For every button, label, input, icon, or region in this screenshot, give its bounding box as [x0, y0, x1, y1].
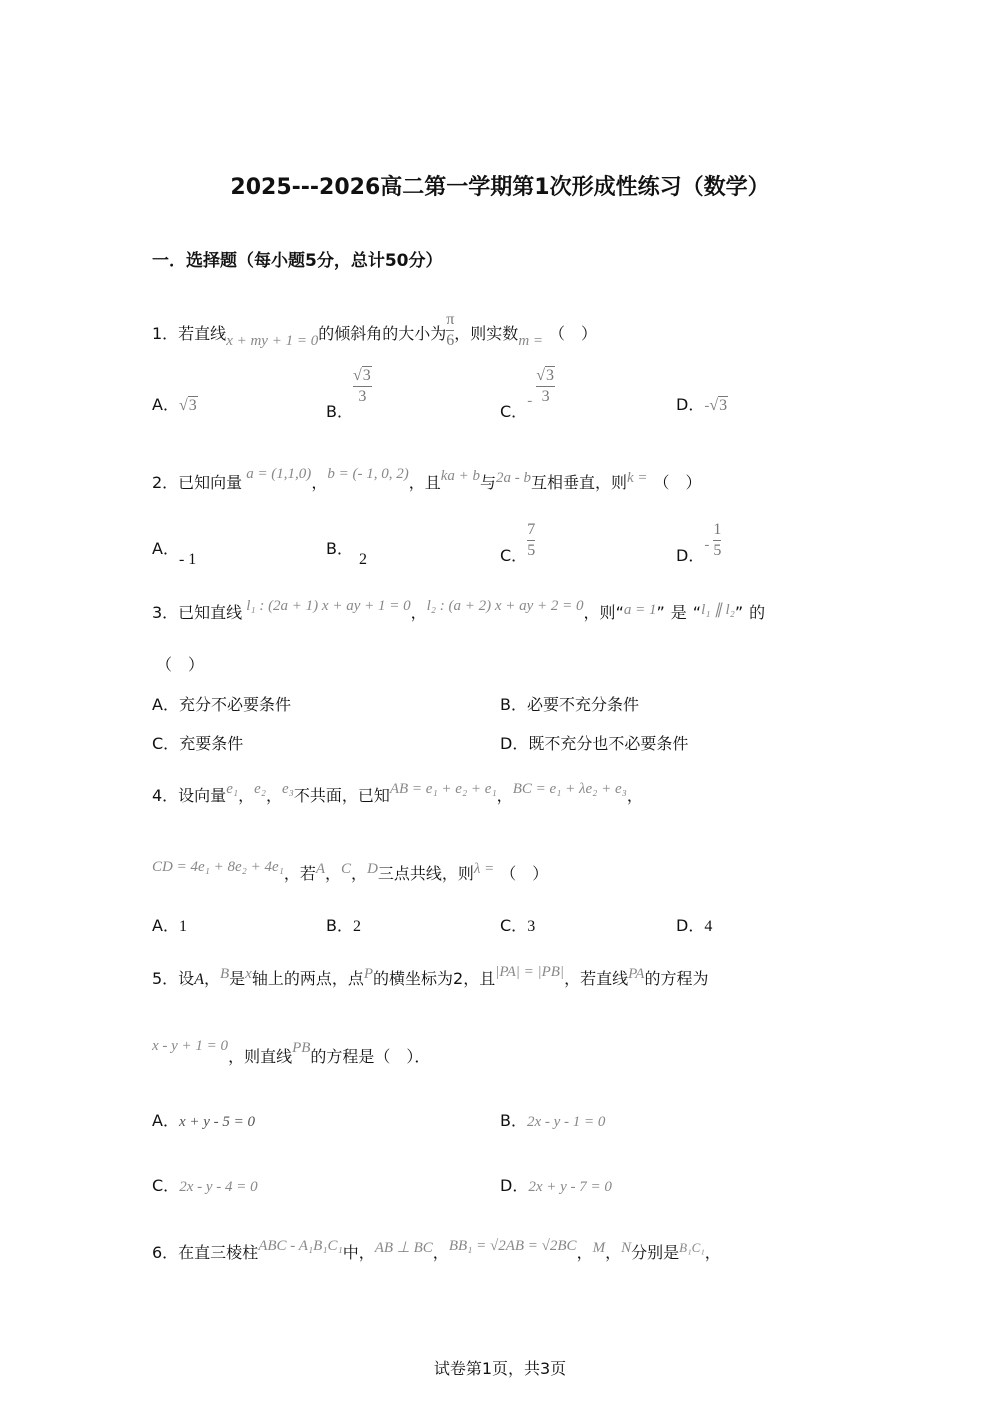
q1-intro: 1．若直线 [152, 324, 227, 343]
q6-b1c1: B₁C₁ [679, 1240, 705, 1255]
q5-line: ，若直线 [564, 969, 629, 988]
question-6 [152, 1240, 721, 1263]
q3-intro: 3．已知直线 [152, 603, 243, 622]
option-value: 必要不充分条件 [526, 695, 639, 714]
option-value: 2x + y - 7 = 0 [528, 1179, 612, 1195]
q2-vector-a: a = (1,1,0) [246, 466, 312, 482]
option-value: 2 [358, 551, 367, 568]
q2-option-d: D．- $\frac{1}{5}$ [676, 521, 722, 565]
fraction: $\frac{7}{5}$ [527, 521, 536, 559]
q4-sep: ， [265, 786, 282, 805]
page-footer: 试卷第1页，共3页 [433, 1359, 567, 1378]
q4-sep: ， [496, 786, 513, 805]
q1-option-b [326, 366, 372, 421]
q3-quote: “ [692, 603, 702, 622]
q4-collinear: 三点共线，则 [377, 864, 474, 883]
q3-paren: （ ） [156, 655, 205, 674]
q5-is: 是 [229, 969, 246, 988]
option-label: A． [152, 1111, 179, 1130]
option-label: B． [500, 1111, 527, 1130]
q3-line-l2: l₂ : (a + 2) x + ay + 2 = 0 [426, 598, 584, 614]
option-label: C． [152, 1176, 180, 1195]
q5-intro: 5．设 [152, 969, 195, 988]
option-label: B． [326, 916, 353, 935]
q5-pb: PB [292, 1040, 311, 1056]
q2-vector-b: b = (- 1, 0, 2) [327, 466, 409, 482]
q4-option-a [152, 913, 187, 936]
q1-equation: x + my + 1 = 0 [226, 333, 319, 349]
q1-option-c: C．- $\frac{√3}{3}$ [500, 367, 554, 421]
option-value: 3 [527, 918, 536, 935]
q3-parallel: l₁ ∥ l₂ [701, 602, 735, 618]
option-label: C． [500, 546, 528, 565]
q4-option-b [326, 913, 361, 936]
option-label: A． [152, 395, 179, 414]
option-value: 充分不必要条件 [178, 695, 291, 714]
q4-cd: CD = 4e₁ + 8e₂ + 4e₁ [152, 859, 284, 875]
q6-end: ， [704, 1243, 721, 1262]
q4-ab: AB = e₁ + e₂ + e₁ [389, 781, 497, 797]
q5-tail: 的方程是（ ）． [310, 1047, 431, 1066]
q1-fraction [446, 310, 454, 351]
q3-is: 是 [670, 603, 687, 622]
option-label: B． [500, 695, 527, 714]
q1-m: m = [518, 333, 544, 349]
question-2 [152, 466, 702, 493]
q3-option-c [152, 731, 243, 754]
option-label: D． [500, 1176, 529, 1195]
fraction: $\frac{√3}{3}$ [352, 367, 371, 405]
q5-then: ，则直线 [228, 1047, 293, 1066]
option-label: C． [500, 916, 528, 935]
q2-k: k = [627, 470, 648, 486]
q2-comma: ， [311, 473, 328, 492]
q1-frac-den: 6 [446, 332, 455, 349]
q3-option-b [500, 692, 639, 715]
q1-tail: ，则实数 [454, 324, 519, 343]
option-value: 1 [178, 918, 187, 935]
q5-pa: PA [628, 966, 645, 982]
q2-mid: ，且 [408, 473, 441, 492]
q6-in: 中， [342, 1243, 375, 1262]
q3-quote: ” [734, 603, 744, 622]
option-label: A． [152, 539, 179, 558]
q5-coord: 的横坐标为2，且 [373, 969, 496, 988]
option-value: 2x - y - 1 = 0 [526, 1114, 606, 1130]
q2-option-c [500, 520, 536, 565]
q4-point-a: A [315, 861, 326, 877]
option-label: D． [500, 734, 529, 753]
q3-option-a [152, 692, 291, 715]
q2-2a-b: 2a - b [496, 470, 531, 486]
q5-line-pa: x - y + 1 = 0 [152, 1038, 229, 1054]
option-label: A． [152, 916, 179, 935]
q4-mid: 不共面，已知 [293, 786, 390, 805]
q6-resp: 分别是 [631, 1243, 680, 1262]
option-value: 2 [352, 918, 361, 935]
q4-sep: ， [238, 786, 255, 805]
q5-option-d [500, 1173, 612, 1196]
option-value: 2x - y - 4 = 0 [179, 1179, 258, 1195]
q5-point-b: B [219, 966, 230, 982]
q2-option-b [326, 536, 367, 568]
q4-bc: BC = e₁ + λe₂ + e₃ [512, 781, 627, 797]
q6-perp: AB ⊥ BC [374, 1240, 433, 1256]
q4-sep: ， [325, 864, 342, 883]
q4-sep: ， [626, 786, 643, 805]
question-4 [152, 783, 643, 806]
option-label: C． [152, 734, 180, 753]
q4-e2: e₂ [254, 781, 266, 797]
q6-n: N [621, 1240, 632, 1256]
q5-eqn: 的方程为 [644, 969, 709, 988]
question-5 [152, 966, 709, 989]
fraction: $\frac{√3}{3}$ [536, 367, 554, 405]
question-4-line2 [152, 861, 548, 884]
q6-m: M [592, 1240, 606, 1256]
q2-tail: 互相垂直，则 [531, 473, 628, 492]
q4-paren: （ ） [500, 864, 549, 883]
sqrt-expression: √3 [709, 397, 728, 414]
q1-option-d: D．-√3 [676, 395, 728, 414]
q1-mid: 的倾斜角的大小为 [318, 324, 447, 343]
q5-option-a [152, 1108, 255, 1131]
option-label: D． [676, 395, 705, 414]
q1-paren: （ ） [549, 324, 598, 343]
q5-x: x [245, 966, 252, 982]
q4-option-d [676, 913, 712, 936]
question-3 [152, 600, 765, 623]
q4-e1: e₁ [226, 781, 239, 797]
fraction: $\frac{1}{5}$ [713, 521, 722, 559]
q4-sep: ， [351, 864, 368, 883]
q5-equal-dist: |PA| = |PB| [495, 964, 565, 980]
q5-sep: ， [203, 969, 220, 988]
q3-of: 的 [749, 603, 766, 622]
question-1 [152, 311, 598, 355]
option-label: C． [500, 402, 528, 421]
q4-intro: 4．设向量 [152, 786, 227, 805]
option-value: - 1 [178, 551, 197, 568]
q2-with: 与 [479, 473, 496, 492]
q4-point-c: C [341, 861, 352, 877]
q2-ka-b: ka + b [440, 468, 480, 484]
q6-intro: 6．在直三棱柱 [152, 1243, 259, 1262]
option-label: A． [152, 695, 179, 714]
q4-option-c [500, 913, 535, 936]
q6-sep: ， [605, 1243, 622, 1262]
q4-e3: e₃ [281, 781, 294, 797]
sqrt-expression: √3 [178, 397, 197, 414]
q3-then: ，则 [583, 603, 616, 622]
option-label: D． [676, 916, 705, 935]
q3-quote: ” [656, 603, 665, 622]
option-value: 既不充分也不必要条件 [528, 734, 689, 753]
option-value: 充要条件 [179, 734, 244, 753]
q5-option-b [500, 1108, 605, 1131]
option-label: B． [326, 402, 353, 421]
q3-line-l1: l₁ : (2a + 1) x + ay + 1 = 0 [246, 598, 411, 614]
option-value: 4 [704, 918, 713, 935]
q4-point-d: D [367, 861, 378, 877]
page-title: 2025---2026高二第一学期第1次形成性练习（数学） [230, 175, 770, 200]
q2-intro: 2．已知向量 [152, 473, 243, 492]
q4-if: ，若 [283, 864, 316, 883]
question-5-line2 [152, 1038, 431, 1067]
q1-option-a [152, 392, 198, 415]
q5-axis: 轴上的两点，点 [251, 969, 364, 988]
q3-comma: ， [410, 603, 427, 622]
q6-bb1: BB₁ = √2AB = √2BC [448, 1238, 577, 1254]
q3-option-d [500, 731, 688, 754]
q4-lambda: λ = [473, 861, 495, 877]
q5-point-a: A [194, 971, 204, 988]
section-heading: 一．选择题（每小题5分，总计50分） [152, 251, 443, 271]
q1-frac-num: π [446, 311, 455, 328]
q2-option-a [152, 536, 197, 568]
q5-option-c [152, 1173, 258, 1196]
q6-prism: ABC - A₁B₁C₁ [258, 1238, 343, 1254]
q3-condition: a = 1 [623, 602, 657, 618]
q6-sep: ， [432, 1243, 449, 1262]
q6-sep: ， [576, 1243, 593, 1262]
option-label: D． [676, 546, 705, 565]
option-value: x + y - 5 = 0 [178, 1114, 256, 1130]
q2-paren: （ ） [653, 473, 702, 492]
q5-point-p: P [363, 966, 374, 982]
option-label: B． [326, 539, 353, 558]
q3-quote: “ [615, 603, 624, 622]
